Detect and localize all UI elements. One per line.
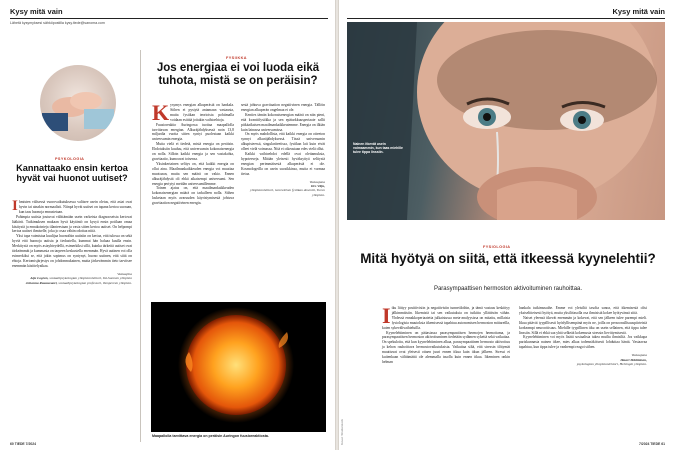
article1-byline bbox=[12, 272, 132, 285]
byline-name: Johanna Ruusuvuori, bbox=[25, 280, 58, 285]
hands-photo bbox=[40, 65, 116, 141]
byline-title: psykologian yliopistonlehtori, Helsingin yliopisto. bbox=[576, 361, 647, 366]
byline-label: Vastaajana bbox=[631, 353, 647, 358]
article2-paragraph: Fuusioreaktio Auringossa tuottaa maapallolla tarvittavan energian. Alkuräjähdyksessä noin 13,8 miljardia vuotta sitten syntyi puolestaan kaikki universumin energia. bbox=[152, 122, 234, 142]
byline-title: sosiaalipsykologian yliopistonlehtori, Itä-Suomen yliopisto bbox=[49, 276, 132, 281]
article3-byline bbox=[519, 353, 647, 366]
article2-col2 bbox=[241, 103, 325, 197]
article1-kicker: PSYKOLOGIA bbox=[55, 157, 85, 161]
page-footer: 60 TIEDE 7/2024 bbox=[10, 442, 37, 446]
article2-paragraph: Mutta vielä ei tiedetä, mistä energia on peräisin. Ehdotuksiin kuuluu, että universumin kokonaisenergia on nolla. Silloin kaikki energia ja sen vastakohta, gravitaatio, kumoavat toisensa. bbox=[152, 142, 234, 161]
article2-paragraph: Yksinkertainen selitys on, että kaikki energia on ollut aina. Maailmankaikkeuden energia voi muuttaa muotoaan, mutta sen määrä on vakio. Ennen alkuräjähdystä oli ehkä aikaisempi universumi. Sen energia periytyi meidän universumillemme. bbox=[152, 161, 234, 186]
article1-dropcap: I bbox=[12, 198, 18, 214]
byline-label: Vastaajana bbox=[309, 179, 325, 184]
byline-name: Ilmari Määttänen, bbox=[620, 357, 647, 362]
byline-title: yliopistonlehtori, teoreettisen fysiikan dosentti, Turun yliopisto. bbox=[250, 188, 325, 197]
article3-headline: Mitä hyötyä on siitä, että itkeessä kyynelehtii? bbox=[360, 251, 656, 266]
article3-paragraph: Kyynelehtiminen voi myös lisätä sosiaalista tukea muilta ihmisiltä. Jos vaikkapa pariskunnasta nainen itkee, mies alkaa todennäköisesti lohduttaa häntä. Vastaavaa tapahtuu, kun tippa tulee ja vanhempi reagoi siihen. bbox=[519, 335, 647, 350]
sun-photo bbox=[151, 302, 326, 432]
article3-paragraph: hankala tutkimusaihe. Emme voi yleisiltä tasolta sanoa, että itkemisestä olisi yksiselitteisesti hyötyä, mutta yksilötasolla osa ihmisistä kokee hyötyvänsä siitä. bbox=[519, 306, 647, 315]
article1-headline: Kannattaako ensin kertoa hyvät vai huonot uutiset? bbox=[16, 163, 128, 184]
face-illustration bbox=[347, 22, 665, 220]
crying-woman-photo bbox=[347, 22, 665, 220]
article1-paragraph: Yksi tapa vaimistaa kuulijaa huonoihin uutisiin on kertoa, että tulossa on sekä hyviä että huonoja uutisia ja tiedustella, kummat hän haluaa kuulla ensin. Merkitystä on myös asiayhteydellä, esimerkiksi sillä, kuinka tärkeitä uutiset ovat tärkeämmät ja kummasta on tarpeen keskustella enemmän. Hyvä uutinen voi olla esimerkiksi se, että jokin sopimus on syntynyt, huono uutinen, että siitä on ehtoja. Kertomisjärjestys on johdonmukainen, mutta järkevämmin tieto tarvitsee enemmän käsittelyaikaa. bbox=[12, 234, 132, 268]
section-title: Kysy mitä vain bbox=[612, 7, 665, 16]
article2-paragraph: Toinen ajatus on, että maailmankaikkeuden kokonaisenergian määrä on tarkalleen nolla. Siihen lasketaan myös avaruuden käyristymisestä johtuva gravitaation negatiivinen energia. bbox=[152, 186, 234, 206]
byline-title: sosiaalipsykologian professori, Tampereen yliopisto. bbox=[58, 280, 132, 285]
article3-col2 bbox=[519, 306, 647, 366]
hands-illustration bbox=[40, 65, 116, 141]
article2-paragraph: Kaikki vaihtoehdot edellä ovat olettamuksia, hypoteeseja. Mitään yleisesti hyväksyttyä selitystä energian perimmäisestä alkuperästä ei ole. Kosmologeilla on usein suosikkinsa, mutta ei varmaa tietoa. bbox=[241, 152, 325, 176]
article2-paragraph: ysymys energian alkuperästä on hankala. Siihen ei pystytä antamaan vastausta, mutta fysiikan teorioista pohtimalla voidaan esittää joitakin vaihtoehtoja. bbox=[170, 103, 234, 122]
article3-col1 bbox=[382, 303, 510, 365]
photo-credit: Kuvat: Shutterstock bbox=[340, 418, 344, 445]
article2-dropcap: K bbox=[152, 103, 170, 125]
byline-name: Ilro Vilja, bbox=[310, 184, 325, 188]
header-rule bbox=[10, 18, 328, 19]
byline-name: Aija Logren, bbox=[30, 276, 49, 281]
article2-col1 bbox=[152, 103, 234, 303]
left-page bbox=[0, 0, 335, 450]
article3-dropcap: I bbox=[382, 303, 391, 328]
right-page bbox=[339, 0, 674, 450]
article2-paragraph: On myös mahdollista, että kaikki energia on otteeton synnyt alkuräjähdyksessä. Tässä universumin alkupisteessä, singulariteetissa, fysiikan lait kuin eivät olleet vielä voimassa. Nitä ei oikeastaan edes vielä ollut. bbox=[241, 132, 325, 152]
article3-paragraph: Kyynelehtiminen on pääasiassa parasympaattisen hermojen hermottama, ja parasympaattisen hermoston aktivoituminen tiedetään sydämen sykettä sekä vaikuttaa. On spekuloitu, että kun kyynelehtiminen alkaa, parasympaattinen hermosto aktivoituu ja kehon rauhoittava hermostovaikutuksista. Vaikuttaa siltä, että stressin tilttymät muuttuvat ovat yleisesti ottaen juuri ennen itkua kuin itkun jälkeen. Stressi ei kuitenkaan välttämättä ole alemmalla tasolla kuin ennen itkua. Itkeminen onkin helman bbox=[382, 330, 510, 364]
section-title: Kysy mitä vain bbox=[10, 7, 63, 16]
face-caption: Nainen itkevät usein voimaammin, kun taas miehille tulee tippa linssiin. bbox=[353, 142, 403, 155]
page-footer: 7/2024 TIEDE 61 bbox=[638, 442, 665, 446]
article2-paragraph: sestä johtuva gravitaation negatiivinen energia. Tällöin energian alkuperän ongelmaa ei ole. bbox=[241, 103, 325, 112]
article1-body bbox=[12, 200, 132, 285]
article2-headline: Jos energiaa ei voi luoda eikä tuhota, mistä se on peräisin? bbox=[156, 62, 320, 87]
article3-subhead: Parasympaattisen hermoston aktivoituminen rauhoittaa. bbox=[433, 286, 583, 292]
header-rule bbox=[347, 18, 665, 19]
byline-label: Vastaajina bbox=[117, 271, 132, 276]
column-divider bbox=[140, 50, 141, 442]
article1-paragraph: hmisten välisessä vuorovaikutuksessa valitsee usein oletus, että asiat ovat hyvin tai ainakin normaalisti. Niinpä hyvät uutiset on tapana kertoa suoraan, kun taas huonoja ennustetaan. bbox=[18, 200, 132, 214]
article2-paragraph: Kenties tämän kokonaisenergian määrä on niin pieni, että kvanttifysiikka ja sen epätarkkuusperiaate sallii pitkäaikaisen maailmankaikkeutemme. Energia on ilkiän kuin lainassa universumissa. bbox=[241, 112, 325, 132]
article3-paragraph: Naiset yleensä itkevät enemmän ja kokevat, että sen jälkeen tulee parempi mieli. Itkua pitävät tyypillisesti hyödyllisempänä myös ne, joilla on persoonallisuuspiirteistä korkeampi neuroottisuus. Miehille tyypillinen itku on usein sellainen, että tippa tulee linssiin. Sillä ei ehkä saa yhtä selkeää kokemusta stressin lievittymisestä. bbox=[519, 315, 647, 335]
contact-line: Lähetä kysymyksesi sähköpostilla kysy.tiede@sanoma.com bbox=[10, 21, 105, 25]
article2-byline bbox=[241, 180, 325, 198]
article1-paragraph: Pahimpia uutisia joutuvat välittämään usein varkeista diagnooseista kertovat lääkärit. Tutkimuksen mukaan hyvä käytäntö on kysyä ensin potilaan omaa käsitystä ja ennakointeja tilanteestaan ja vasta sitten kertoa uutiset. On helpompi kertoa uutiset ihmiselle, joka jo osaa vähän odottaa niitä. bbox=[12, 214, 132, 234]
sun-illustration bbox=[151, 302, 326, 432]
article3-paragraph: tku liittyy positiivisiin ja negatiivisiin tunnetiloihin, ja tämä vastaus keskittyy jälkimmäisiin. Itkemistä tai sen vaikutuksia on tutkittu yllättävän vähän. Yhdessä ennakkoperiaatetta julkaistussa meta-analyysissa on mitattu, millaisia fysiologisia muutoksia itkemisessä tapahtuu autonomisen hermoston mittareilla, kuten sykevälivaihteluilla. bbox=[382, 306, 510, 330]
article3-kicker: FYSIOLOGIA bbox=[483, 245, 511, 249]
sun-caption: Maapallolla tarvittava energia on peräisin Auringon fuusioreaktiosta. bbox=[152, 434, 269, 438]
article2-kicker: FYSIIKKA bbox=[226, 56, 247, 60]
